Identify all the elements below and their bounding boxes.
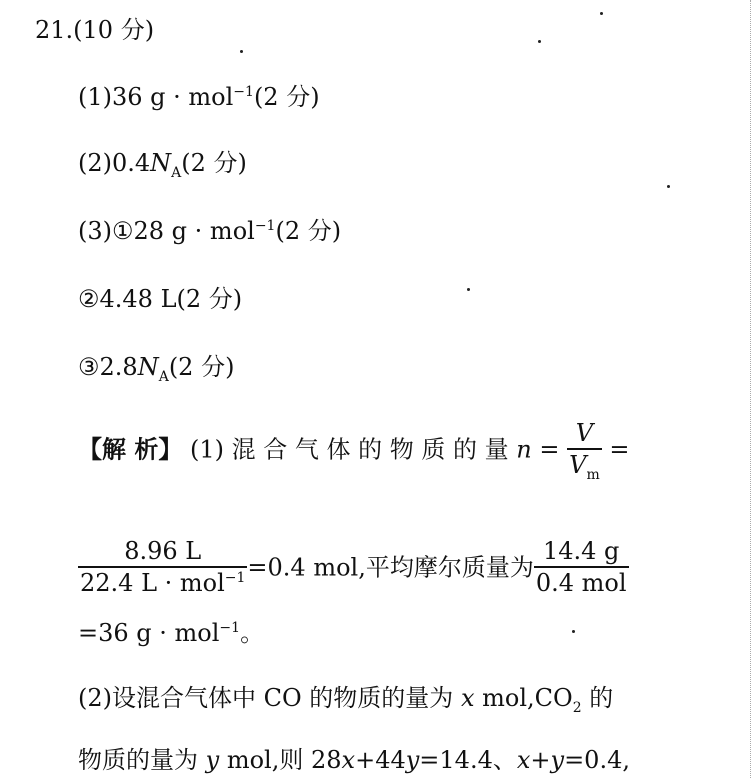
- analysis-line-3: =36 g · mol$^{-1}$。: [78, 619, 265, 647]
- scan-speck: [538, 40, 541, 43]
- answer-2: $(2)0.4N_A(2$ 分): [78, 149, 247, 181]
- answer-3-3: $③2.8N_A(2$ 分): [78, 353, 235, 385]
- scan-speck: [467, 288, 470, 291]
- answer-3-1: (3)①28 g · mol$^{-1}$(2 分): [78, 217, 342, 245]
- analysis-tag: 【解 析】: [78, 434, 183, 464]
- volume-fraction: $\frac{V}{V_m}$: [569, 419, 600, 483]
- answer-1: (1)36 g · mol$^{-1}$(2 分): [78, 83, 320, 111]
- scan-speck: [667, 185, 670, 188]
- analysis-line-1: 【解 析】 (1) 混 合 气 体 的 物 质 的 量 n = $\frac{V}{V_m}$ =: [78, 419, 630, 483]
- answer-3-2: ②4.48 L(2 分): [78, 285, 243, 313]
- analysis-line-2: $\frac{8.96 L}{22.4 L \cdot mol^{-1}}$ =0.4 mol,平均摩尔质量为 $\frac{14.4 g}{\text{0.4 mol}}$: [80, 537, 627, 597]
- scan-speck: [600, 12, 603, 15]
- page-edge-divider: [749, 0, 751, 778]
- question-number: 21.(10 分): [35, 16, 155, 44]
- molar-mass-fraction: $\frac{14.4 g}{\text{0.4 mol}}$: [535, 537, 627, 597]
- analysis-part2-line-2: 物质的量为 y mol,则 28x+44y=14.4、x+y=0.4,: [78, 746, 630, 774]
- analysis-part2-line-1: (2)设混合气体中 CO 的物质的量为 x $mol,CO_2$ 的: [78, 684, 614, 716]
- scan-speck: [240, 50, 243, 53]
- molar-volume-fraction: $\frac{8.96 L}{22.4 L \cdot mol^{-1}}$: [80, 537, 246, 597]
- scan-speck: [572, 630, 575, 633]
